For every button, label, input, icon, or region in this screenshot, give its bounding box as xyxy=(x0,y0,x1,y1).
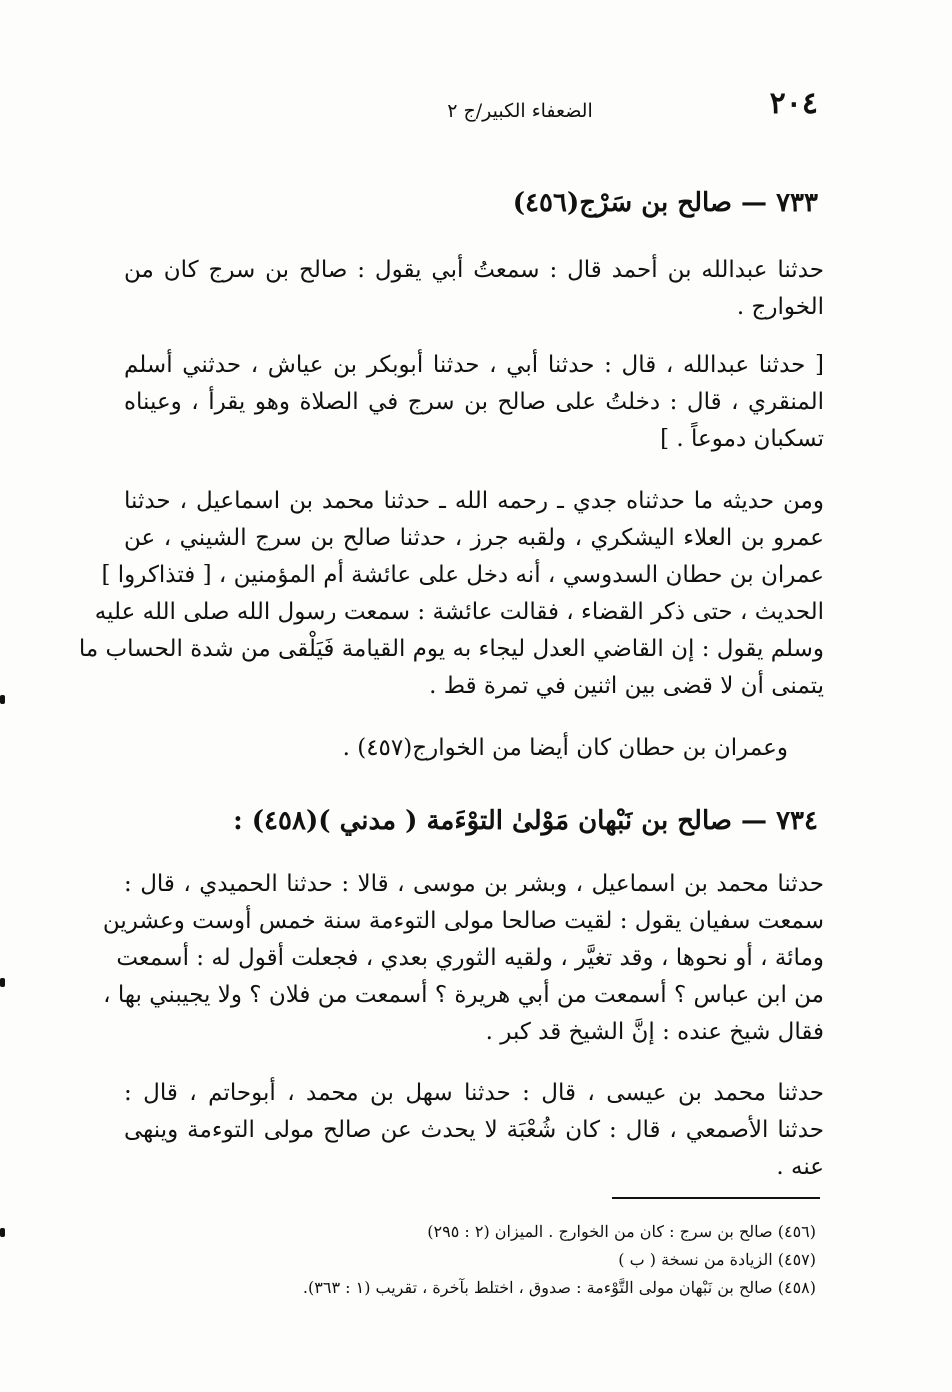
footnote-457: (٤٥٧) الزيادة من نسخة ( ب ) xyxy=(618,1250,816,1269)
entry-734-paragraph-1 xyxy=(102,866,824,1051)
entry-733-title: ٧٣٣ — صالح بن سَرْج(٤٥٦) xyxy=(512,188,818,218)
scan-mark xyxy=(0,695,5,704)
text-line: حدثنا عبدالله بن أحمد قال : سمعتُ أبي يقول : صالح بن سرج كان من xyxy=(124,257,824,283)
text-line: من ابن عباس ؟ أسمعت من أبي هريرة ؟ أسمعت من فلان ؟ ولا يجيبني بها ، xyxy=(103,982,824,1008)
text-line: تسكبان دموعاً . ] xyxy=(660,426,824,452)
text-line: عمرو بن العلاء اليشكري ، ولقبه جرز ، حدثنا صالح بن سرج الشيني ، عن xyxy=(124,525,824,551)
text-line: المنقري ، قال : دخلتُ على صالح بن سرج في الصلاة وهو يقرأ ، وعيناه xyxy=(124,389,824,415)
footnote-456: (٤٥٦) صالح بن سرج : كان من الخوارج . الميزان (٢ : ٢٩٥) xyxy=(427,1222,816,1241)
text-line: حدثنا محمد بن عيسى ، قال : حدثنا سهل بن محمد ، أبوحاتم ، قال : xyxy=(124,1080,824,1106)
text-line: ومن حديثه ما حدثناه جدي ـ رحمه الله ـ حدثنا محمد بن اسماعيل ، حدثنا xyxy=(124,488,824,514)
text-line: عمران بن حطان السدوسي ، أنه دخل على عائشة أم المؤمنين ، [ فتذاكروا ] xyxy=(101,562,824,588)
entry-733-paragraph-2 xyxy=(124,347,824,458)
text-line: فقال شيخ عنده : إنَّ الشيخ قد كبر . xyxy=(485,1019,824,1045)
scan-mark xyxy=(0,978,5,987)
text-line: وعمران بن حطان كان أيضا من الخوارج(٤٥٧) . xyxy=(342,735,788,761)
entry-734-title: ٧٣٤ — صالح بن نَبْهان مَوْلىٰ التوْءَمة ( مدني )(٤٥٨) : xyxy=(233,806,818,836)
text-line: حدثنا الأصمعي ، قال : كان شُعْبَة لا يحدث عن صالح مولى التوءمة وينهى xyxy=(124,1117,824,1143)
text-line: عنه . xyxy=(776,1154,824,1180)
entry-733-paragraph-1 xyxy=(124,252,824,326)
text-line: وسلم يقول : إن القاضي العدل ليجاء به يوم القيامة فَيَلْقى من شدة الحساب ما xyxy=(78,636,824,662)
page-number: ٢٠٤ xyxy=(769,86,818,121)
entry-734-paragraph-2 xyxy=(124,1075,824,1186)
text-line: سمعت سفيان يقول : لقيت صالحا مولى التوءمة سنة خمس أوست وعشرين xyxy=(102,908,824,934)
text-line: يتمنى أن لا قضى بين اثنين في تمرة قط . xyxy=(429,673,824,699)
text-line: [ حدثنا عبدالله ، قال : حدثنا أبي ، حدثنا أبوبكر بن عياش ، حدثني أسلم xyxy=(124,352,824,378)
entry-733-paragraph-4 xyxy=(124,730,824,767)
text-line: ومائة ، أو نحوها ، وقد تغيَّر ، ولقيه الثوري بعدي ، فجعلت أقول له : أسمعت xyxy=(116,945,824,971)
text-line: الخوارج . xyxy=(736,294,824,320)
entry-733-paragraph-3 xyxy=(78,483,824,705)
text-line: حدثنا محمد بن اسماعيل ، وبشر بن موسى ، قالا : حدثنا الحميدي ، قال : xyxy=(124,871,824,897)
scan-mark xyxy=(0,1228,5,1237)
text-line: الحديث ، حتى ذكر القضاء ، فقالت عائشة : سمعت رسول الله صلى الله عليه xyxy=(94,599,824,625)
running-title: الضعفاء الكبير/ج ٢ xyxy=(447,100,593,122)
footnote-458: (٤٥٨) صالح بن نَبْهان مولى التَّوْءمة : صدوق ، اختلط بآخرة ، تقريب (١ : ٣٦٣). xyxy=(302,1278,816,1297)
footnote-separator xyxy=(612,1197,820,1199)
